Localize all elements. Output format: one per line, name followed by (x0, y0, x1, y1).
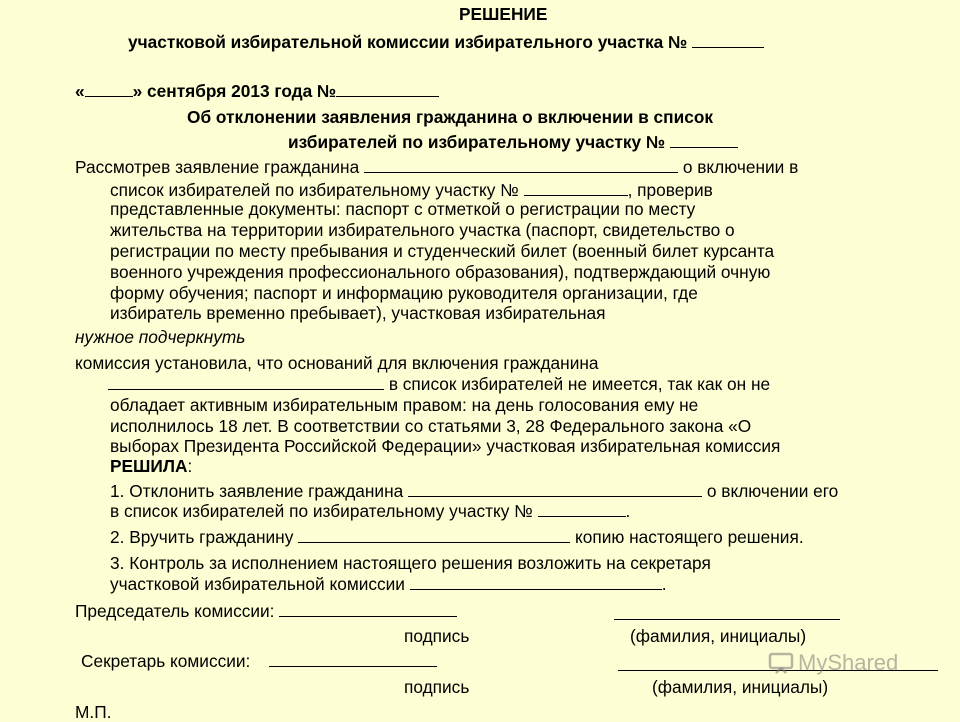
item2-citizen-blank (298, 527, 570, 543)
chair-signature-blank (279, 601, 457, 617)
resolved-word: РЕШИЛА (110, 456, 188, 476)
item1-line1 (110, 481, 838, 501)
date-open-quote: « (75, 81, 85, 101)
chair-name-blank (614, 604, 840, 620)
resolved-colon: : (187, 456, 193, 476)
item3-line1: 3. Контроль за исполнением настоящего решения возложить на секретаря (110, 553, 711, 573)
date-line (75, 81, 439, 101)
item1-line2 (110, 501, 630, 521)
commission-heading (128, 32, 764, 52)
item1-l2-text: в список избирателей по избирательному участку № (110, 501, 533, 521)
watermark (768, 650, 898, 676)
paragraph1-line8: избиратель временно пребывает), участковая избирательная (110, 303, 606, 323)
resolved-line (110, 456, 192, 476)
p1-l1-text-b: о включении в (682, 157, 799, 177)
secretary-name-blank (410, 574, 662, 590)
underline-note: нужное подчеркнуть (75, 327, 246, 347)
p1-l2-text-a: список избирателей по избирательному участку № (110, 180, 519, 200)
item1-citizen-blank (408, 481, 702, 497)
item2-text-a: 2. Вручить гражданину (110, 527, 294, 547)
secretary-line (81, 651, 437, 671)
paragraph2-line2 (108, 374, 770, 394)
document-title: РЕШЕНИЕ (459, 4, 548, 24)
item3-l2-text: участковой избирательной комиссии (110, 574, 405, 594)
item3-line2 (110, 574, 667, 594)
precinct-number-blank (692, 32, 764, 48)
presentation-board-icon (768, 652, 794, 674)
item1-text-a: 1. Отклонить заявление гражданина (110, 481, 404, 501)
commission-heading-text: участковой избирательной комиссии избирательного участка № (128, 32, 688, 52)
paragraph1-line7: форму обучения; паспорт и информацию руководителя организации, где (110, 283, 698, 303)
item1-precinct-blank (538, 501, 626, 517)
chair-label: Председатель комиссии: (75, 601, 275, 621)
subject-precinct-blank (670, 132, 738, 148)
secretary-label: Секретарь комиссии: (81, 651, 251, 671)
decision-number-blank (336, 81, 439, 97)
paragraph2-line5: выборах Президента Российской Федерации» участковая избирательная комиссия (110, 436, 781, 456)
citizen-name-blank (364, 157, 678, 173)
item2-text-b: копию настоящего решения. (574, 527, 804, 547)
item2-line (110, 527, 804, 547)
subject-line-1: Об отклонении заявления гражданина о включении в список (187, 107, 714, 127)
secretary-signature-blank (269, 651, 437, 667)
p2-l2-text: в список избирателей не имеется, так как он не (388, 374, 771, 394)
item1-text-b: о включении его (706, 481, 839, 501)
paragraph1-line6: военного учреждения профессионального образования), подтверждающий очную (110, 262, 771, 282)
subject-line-2-text: избирателей по избирательному участку № (288, 132, 666, 152)
p1-l2-text-b: , проверив (627, 180, 713, 200)
seal-label: М.П. (75, 702, 112, 722)
date-text: » сентября 2013 года № (132, 81, 337, 101)
paragraph2-line3: обладает активным избирательным правом: на день голосования ему не (110, 395, 699, 415)
paragraph1-line3: представленные документы: паспорт с отметкой о регистрации по месту (110, 199, 696, 219)
paragraph2-line1: комиссия установила, что оснований для включения гражданина (75, 353, 599, 373)
secretary-name-caption: (фамилия, инициалы) (652, 677, 829, 697)
p1-l1-text-a: Рассмотрев заявление гражданина (75, 157, 360, 177)
day-blank (85, 81, 133, 97)
chair-name-caption: (фамилия, инициалы) (630, 626, 807, 646)
paragraph1-line4: жительства на территории избирательного участка (паспорт, свидетельство о (110, 220, 735, 240)
item1-l2-period: . (625, 501, 631, 521)
watermark-text: MyShared (798, 650, 899, 675)
chair-signature-caption: подпись (404, 626, 470, 646)
subject-line-2 (288, 132, 738, 152)
paragraph1-line2 (110, 180, 713, 200)
p1-precinct-blank (524, 180, 628, 196)
p2-citizen-blank (108, 374, 384, 390)
chair-line (75, 601, 457, 621)
secretary-signature-caption: подпись (404, 677, 470, 697)
paragraph1-line5: регистрации по месту пребывания и студенческий билет (военный билет курсанта (110, 241, 775, 261)
paragraph2-line4: исполнилось 18 лет. В соответствии со статьями 3, 28 Федерального закона «О (110, 416, 752, 436)
item3-period: . (661, 574, 667, 594)
paragraph1-line1 (75, 157, 798, 177)
